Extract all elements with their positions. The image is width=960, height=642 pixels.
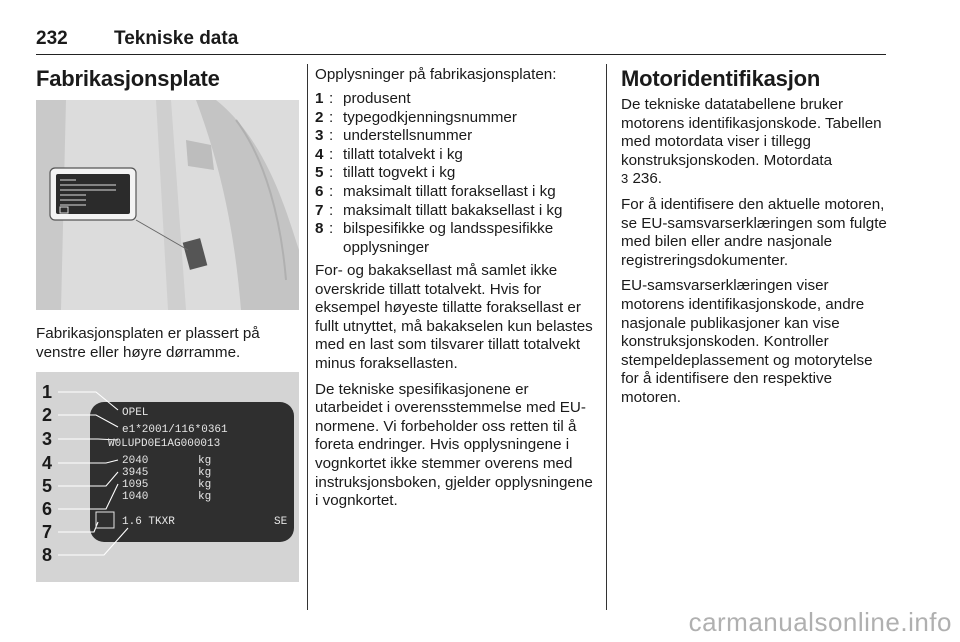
list-item: [315, 164, 590, 183]
item-colon: :: [329, 108, 334, 126]
item-text: typegodkjenningsnummer: [343, 108, 517, 126]
item-text: tillatt togvekt i kg: [343, 164, 456, 182]
callout-2: 2: [42, 405, 53, 425]
item-number: 8: [315, 220, 324, 238]
column-divider: [307, 64, 308, 610]
page-number: 232: [36, 28, 68, 49]
section-heading-motoridentifikasjon: Motoridentifikasjon: [621, 66, 821, 91]
watermark: carmanualsonline.info: [688, 607, 952, 637]
plate-callout-illustration: [36, 372, 299, 582]
page-reference-icon: 3: [621, 171, 629, 187]
axle-load-paragraph: [315, 262, 595, 518]
engine-id-para-1: [621, 96, 893, 189]
plate-location-caption: Fabrikasjonsplaten er plassert på venstre eller høyre dørramme.: [36, 325, 260, 361]
section-heading-fabrikasjonsplate: Fabrikasjonsplate: [36, 66, 220, 91]
item-colon: :: [329, 182, 334, 200]
engine-id-text-1: De tekniske datatabellene bruker motorens identifikasjonskode. Tabellen med motordata viser i tillegg konstruksjonskoden. Motordata: [621, 96, 882, 169]
plate-info-list: [315, 90, 590, 257]
item-colon: :: [329, 220, 334, 238]
plate-w3: 1095: [122, 479, 149, 491]
list-item: [315, 146, 590, 165]
plate-vin: W0LUPD0E1AG000013: [108, 438, 221, 450]
plate-approval: e1*2001/116*0361: [122, 424, 228, 436]
item-text: understellsnummer: [343, 127, 473, 145]
plate-unit-4: kg: [198, 491, 212, 503]
plate-side-code: SE: [274, 516, 288, 528]
plate-diagram: [36, 372, 299, 582]
engine-id-text: [621, 96, 893, 415]
list-item: [315, 183, 590, 202]
item-number: 6: [315, 182, 324, 200]
plate-info-intro: Opplysninger på fabrikasjonsplaten:: [315, 66, 557, 83]
engine-id-para-3: EU-samsvarserklæringen viser motorens identifikasjonskode, andre nasjonale publikasjoner kan vise konstruksjonskoden. Kontroller stempeldeplassement og motorytelse for å identifisere den respektive motoren.: [621, 277, 873, 406]
callout-5: 5: [42, 476, 53, 496]
item-text: maksimalt tillatt foraksellast i kg: [343, 182, 556, 200]
engine-id-para-2: For å identifisere den aktuelle motoren, se EU-samsvarserklæringen som fulgte med bilen eller andre nasjonale registreringsdokumenter.: [621, 195, 887, 269]
item-number: 4: [315, 145, 324, 163]
callout-6: 6: [42, 499, 53, 519]
item-number: 2: [315, 108, 324, 126]
list-item: [315, 109, 590, 128]
callout-1: 1: [42, 382, 53, 402]
list-item: [315, 127, 590, 146]
eu-norm-text: De tekniske spesifikasjonene er utarbeidet i overensstemmelse med EU-normene. Vi forbeholder oss retten til å foreta endringer. Hvis opplysningene i vognkortet ikke stemmer overens med instruksjonsboken, gjelder opplysningene i vognkortet.: [315, 380, 593, 510]
door-frame-photo: [36, 100, 299, 310]
plate-bottom-line: 1.6 TKXR: [122, 516, 175, 528]
list-item: [315, 90, 590, 109]
callout-4: 4: [42, 453, 53, 473]
callout-8: 8: [42, 545, 53, 565]
item-text: bilspesifikke og landsspesifikke opplysninger: [343, 220, 554, 256]
column-divider: [606, 64, 607, 610]
item-text: tillatt totalvekt i kg: [343, 145, 463, 163]
item-number: 5: [315, 164, 324, 182]
axle-load-text: For- og bakaksellast må samlet ikke overskride tillatt totalvekt. Hvis for eksempel høyeste tillatte foraksellast er fullt utnyttet, må bakakselen kun belastes med en last som tilsvarer tillatt totalvekt minus foraksellasten.: [315, 262, 593, 372]
plate-w4: 1040: [122, 491, 149, 503]
callout-7: 7: [42, 522, 53, 542]
item-colon: :: [329, 145, 334, 163]
item-colon: :: [329, 90, 334, 107]
item-number: 7: [315, 201, 324, 219]
plate-unit-1: kg: [198, 455, 212, 467]
page-header: [36, 28, 886, 55]
item-text: maksimalt tillatt bakaksellast i kg: [343, 201, 563, 219]
item-colon: :: [329, 201, 334, 219]
item-colon: :: [329, 127, 334, 145]
item-number: 3: [315, 127, 324, 145]
door-frame-illustration: [36, 100, 299, 310]
plate-unit-3: kg: [198, 479, 212, 491]
plate-w1: 2040: [122, 455, 149, 467]
list-item: [315, 220, 590, 257]
running-title: Tekniske data: [114, 28, 239, 49]
callout-3: 3: [42, 429, 53, 449]
plate-w2: 3945: [122, 467, 149, 479]
page-reference[interactable]: 236.: [632, 170, 663, 188]
plate-unit-2: kg: [198, 467, 212, 479]
list-item: [315, 202, 590, 221]
item-number: 1: [315, 90, 324, 107]
item-colon: :: [329, 164, 334, 182]
item-text: produsent: [343, 90, 411, 107]
plate-brand: OPEL: [122, 407, 149, 419]
